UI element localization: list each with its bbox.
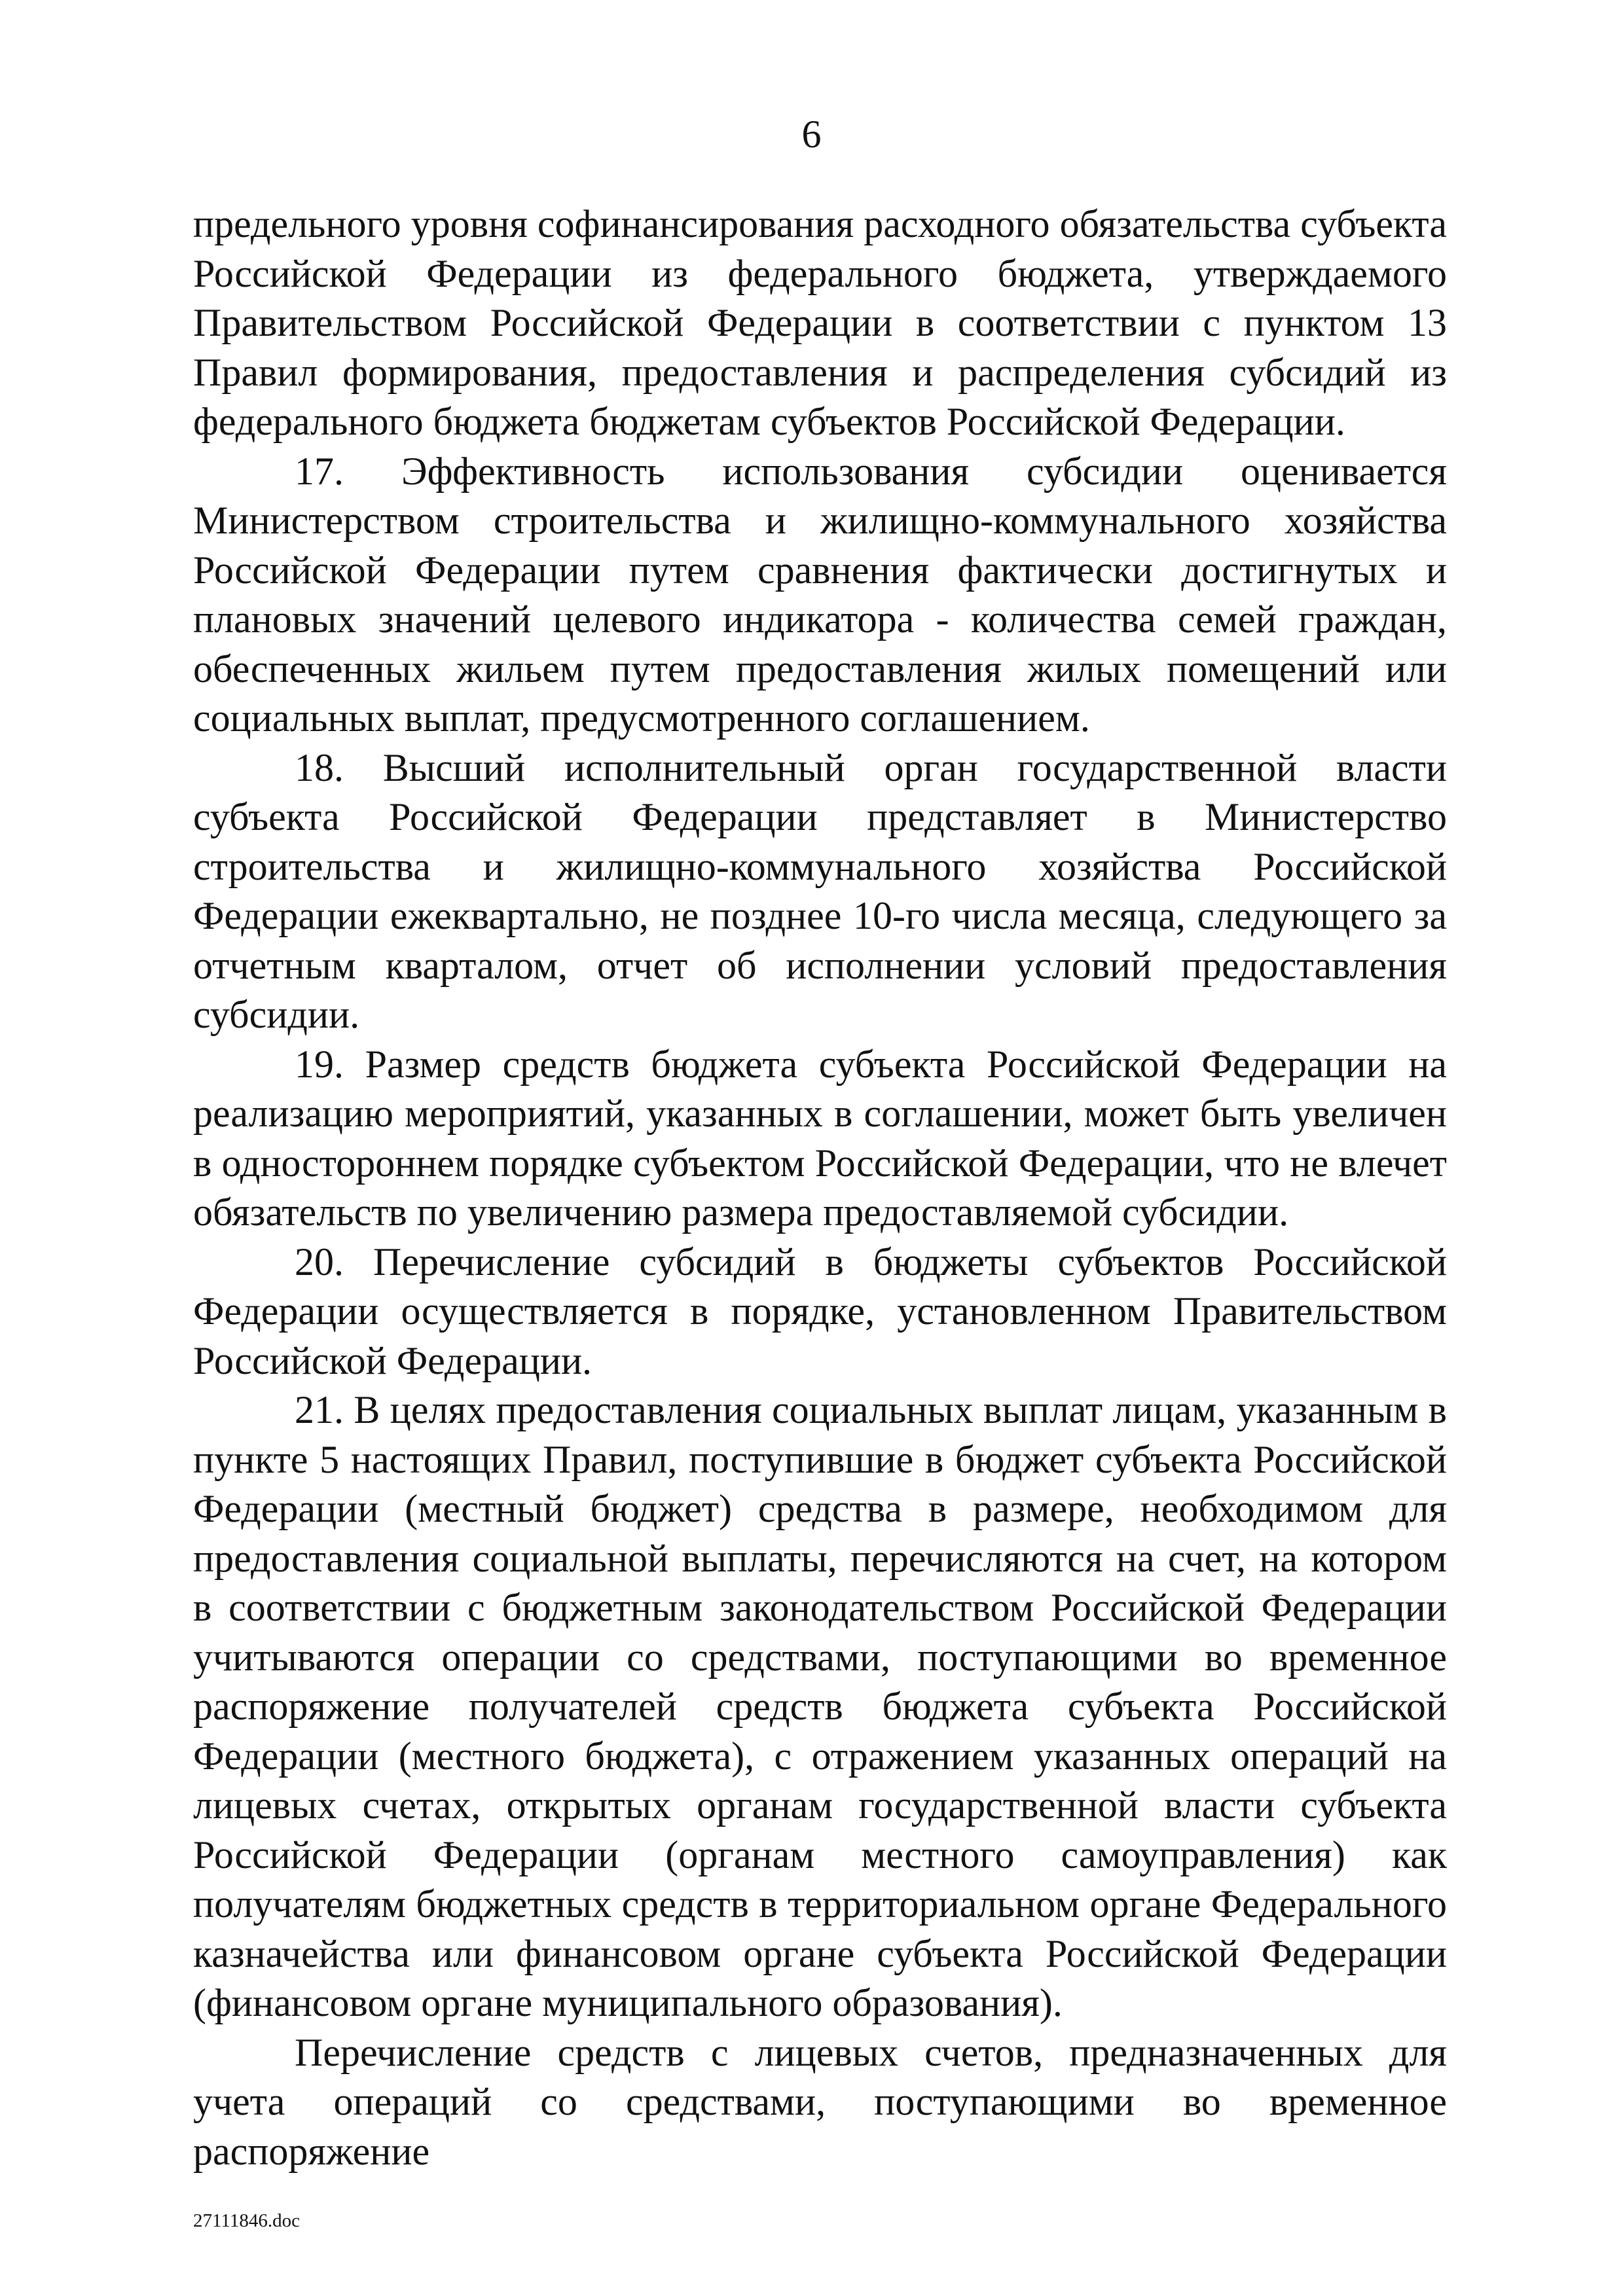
paragraph-19: 19. Размер средств бюджета субъекта Российской Федерации на реализацию мероприятий, указанных в соглашении, может быть увеличен в одностороннем порядке субъектом Российской Федерации, что не влечет обязательств по увеличению размера предоставляемой субсидии.: [193, 1042, 1447, 1234]
paragraph-21: 21. В целях предоставления социальных выплат лицам, указанным в пункте 5 настоящих Правил, поступившие в бюджет субъекта Российской Федерации (местный бюджет) средства в размере, необходимом для предоставления социальной выплаты, перечисляются на счет, на котором в соответствии с бюджетным законодательством Российской Федерации учитываются операции со средствами, поступающими во временное распоряжение получателей средств бюджета субъекта Российской Федерации (местного бюджета), с отражением указанных операций на лицевых счетах, открытых органам государственной власти субъекта Российской Федерации (органам местного самоуправления) как получателям бюджетных средств в территориальном органе Федерального казначейства или финансовом органе субъекта Российской Федерации (финансовом органе муниципального образования).: [193, 1388, 1447, 2024]
document-filename: 27111846.doc: [193, 2210, 300, 2231]
paragraph-21-part-2: Перечисление средств с лицевых счетов, предназначенных для учета операций со средствами, поступающими во временное распоряжение: [193, 2030, 1447, 2173]
paragraph-17: 17. Эффективность использования субсидии оценивается Министерством строительства и жилищно-коммунального хозяйства Российской Федерации путем сравнения фактически достигнутых и плановых значений целевого индикатора - количества семей граждан, обеспеченных жильем путем предоставления жилых помещений или социальных выплат, предусмотренного соглашением.: [193, 449, 1447, 740]
paragraph-18: 18. Высший исполнительный орган государственной власти субъекта Российской Федерации представляет в Министерство строительства и жилищно-коммунального хозяйства Российской Федерации ежеквартально, не позднее 10-го числа месяца, следующего за отчетным кварталом, отчет об исполнении условий предоставления субсидии.: [193, 745, 1447, 1036]
document-body: [193, 200, 1447, 2176]
page-number: 6: [801, 113, 822, 156]
paragraph-16-continuation: предельного уровня софинансирования расходного обязательства субъекта Российской Федерации из федерального бюджета, утверждаемого Правительством Российской Федерации в соответствии с пунктом 13 Правил формирования, предоставления и распределения субсидий из федерального бюджета бюджетам субъектов Российской Федерации.: [193, 202, 1447, 443]
paragraph-20: 20. Перечисление субсидий в бюджеты субъектов Российской Федерации осуществляется в порядке, установленном Правительством Российской Федерации.: [193, 1240, 1447, 1382]
